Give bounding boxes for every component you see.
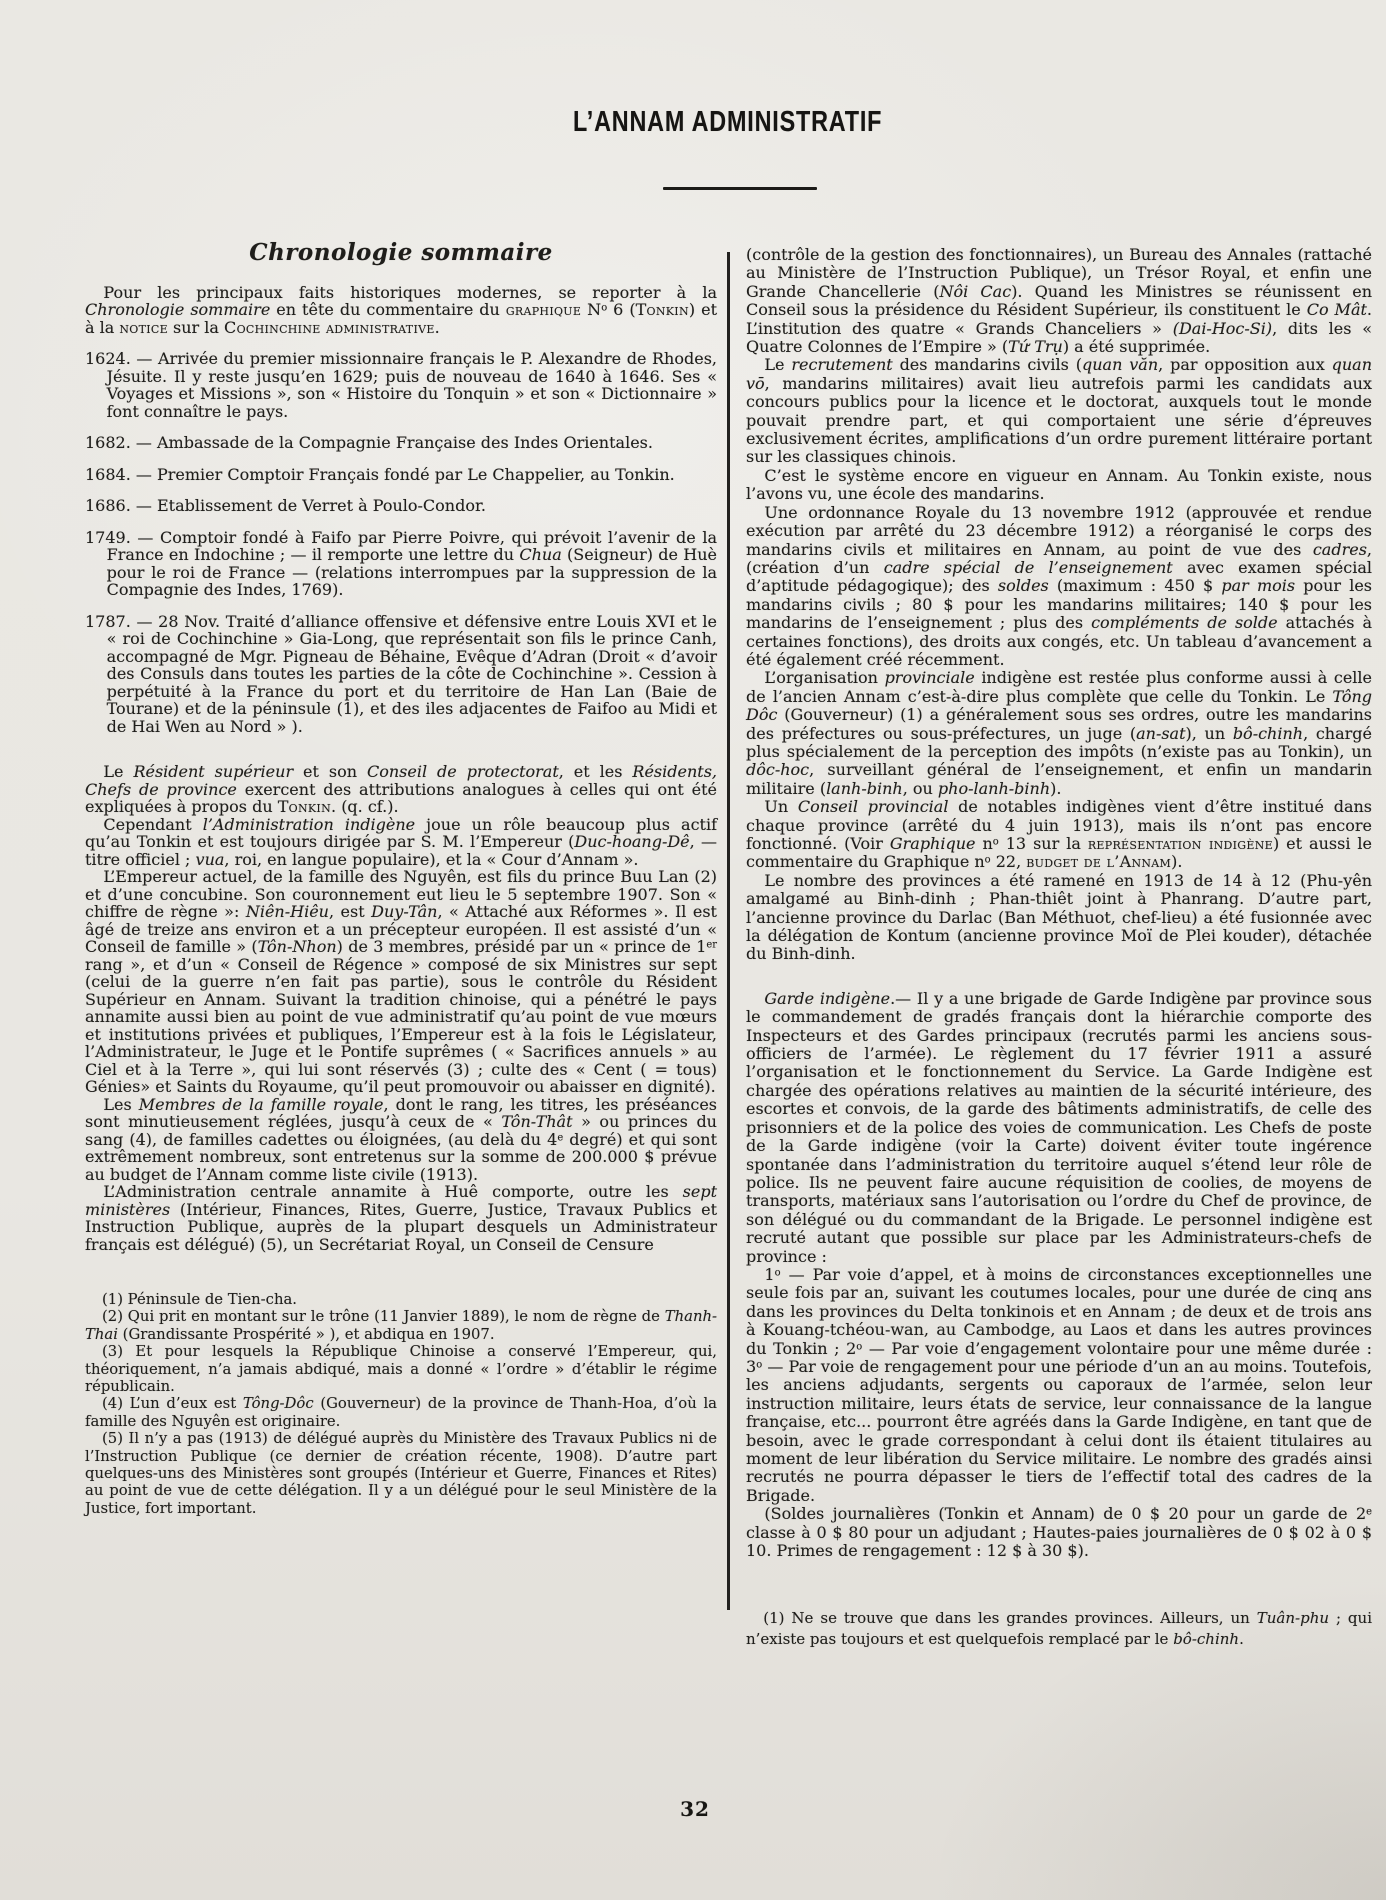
chronology-entry-1787: 1787. — 28 Nov. Traité d’alliance offensive et défensive entre Louis XVI et le « roi de Cochinchine » Gia-Long, que représentait son fils le prince Canh, accompagné de Mgr. Pigneau de Béhaine, Evêque d’Adran (Droit « d’avoir des Consuls dans toutes les parties de la côte de Cochinchine ». Cession à perpétuité à la France du port et du territoire de Han Lan (Baie de Tourane) et de la péninsule (1), et des iles adjacentes de Faifoo au Midi et de Hai Wen au Nord » ). xyxy=(85,611,717,736)
body-paragraph: Le Résident supérieur et son Conseil de protectorat, et les Résidents, Chefs de province exercent des attributions analogues à celles qui ont été expliquées à propos du Tonkin. (q. cf.). xyxy=(85,762,717,816)
body-paragraph: Un Conseil provincial de notables indigènes vient d’être institué dans chaque province (arrêté du 4 juin 1913), mais ils n’ont pas encore fonctionné. (Voir Graphique $n^o$ 13 sur la représentation indigène) et aussi le commentaire du Graphique $n^o$ 22, budget de l’Annam). xyxy=(746,797,1373,872)
body-paragraph: Les Membres de la famille royale, dont le rang, les titres, les préséances sont minutieusement réglées, jusqu’à ceux de « Tôn-Thât » ou princes du sang (4), de familles cadettes ou éloignées, (au delà du 4e degré) et qui sont extrêmement nombreux, sont entretenus sur la somme de 200.000 $ prévue au budget de l’Annam comme liste civile (1913). xyxy=(85,1094,718,1184)
body-paragraph: (Soldes journalières (Tonkin et Annam) de 0 $ 20 pour un garde de 2e classe à 0 $ 80 pour un adjudant ; Hautes-paies journalières de 0 $ 02 à 0 $ 10. Primes de rengagement : 12 $ à 30 $). xyxy=(746,1504,1372,1561)
footnote: (1) Ne se trouve que dans les grandes provinces. Ailleurs, un Tuân-phu ; qui n’existe pas toujours et est quelquefois remplacé par le bô-chinh. xyxy=(746,1609,1372,1649)
column-divider xyxy=(727,252,730,1610)
body-paragraph: Cependant l’Administration indigène joue un rôle beaucoup plus actif qu’au Tonkin et est toujours dirigée par S. M. l’Empereur (Duc-hoang-Dê, — titre officiel ; vua, roi, en langue populaire), et la « Cour d’Annam ». xyxy=(85,814,717,869)
body-paragraph: L’Administration centrale annamite à Huê comporte, outre les sept ministères (Intérieur, Finances, Rites, Guerre, Justice, Travaux Publics et Instruction Publique, auprès de la plupart desquels un Administrateur français est délégué) (5), un Secrétariat Royal, un Conseil de Censure xyxy=(85,1182,717,1254)
left-footnotes-block xyxy=(85,1291,717,1517)
chronology-entry-1624: 1624. — Arrivée du premier missionnaire français le P. Alexandre de Rhodes, Jésuite. Il y reste jusqu’en 1629; puis de nouveau de 1640 à 1646. Ses « Voyages et Missions », son « Histoire du Tonquin » et son « Dictionnaire » font connaître le pays. xyxy=(85,349,717,421)
chronology-entry-1686: 1686. — Etablissement de Verret à Poulo-Condor. xyxy=(85,496,486,515)
garde-indigene-paragraph: Garde indigène.— Il y a une brigade de Garde Indigène par province sous le commandement de gradés français dont la hiérarchie comporte des Inspecteurs et des Gardes principaux (recrutés parmi les anciens sous-officiers de l’armée). Le règlement du 17 février 1911 a assuré l’organisation et le fonctionnement du Service. La Garde Indigène est chargée des opérations relatives au maintien de la sécurité intérieure, des escortes et convois, de la garde des bâtiments administratifs, de celle des prisonniers et de la police des voies de communication. Les Chefs de poste de la Garde indigène (voir la Carte) doivent éviter toute ingérence spontanée dans l’administration du territoire auquel s’étend leur rôle de police. Ils ne peuvent faire aucune réquisition de coolies, de moyens de transports, matériaux sans l’autorisation ou l’ordre du Chef de province, de son délégué ou du commandant de la Brigade. Le personnel indigène est recruté autant que possible sur place par les Administrateurs-chefs de province : xyxy=(746,988,1373,1266)
chronology-entry-1682: 1682. — Ambassade de la Compagnie Française des Indes Orientales. xyxy=(85,433,653,452)
body-paragraph: 1$^o$ — Par voie d’appel, et à moins de circonstances exceptionnelles une seule fois par an, suivant les coutumes locales, pour une durée de cinq ans dans les provinces du Delta tonkinois et en Annam ; de deux et de trois ans à Kouang-tchéou-wan, au Cambodge, au Laos et dans les autres provinces du Tonkin ; 2$^o$ — Par voie d’engagement volontaire pour une même durée : 3$^o$ — Par voie de rengagement pour une période d’un an au moins. Toutefois, les anciens adjudants, sergents ou caporaux de l’armée, selon leur instruction militaire, leurs états de service, leur connaissance de la langue française, etc... pourront être agréés dans la Garde Indigène, en tant que de besoin, avec le grade correspondant à celui dont ils étaient titulaires au moment de leur libération du Service militaire. Le nombre des gradés ainsi recrutés ne pourra dépasser le tiers de l’effectif total des cadres de la Brigade. xyxy=(746,1264,1372,1505)
body-paragraph: C’est le système encore en vigueur en Annam. Au Tonkin existe, nous l’avons vu, une école des mandarins. xyxy=(746,465,1372,504)
body-paragraph: Une ordonnance Royale du 13 novembre 1912 (approuvée et rendue exécution par arrêté du 23 décembre 1912) a réorganisé le corps des mandarins civils et militaires en Annam, au point de vue des cadres, (création d’un cadre spécial de l’enseignement avec examen spécial d’aptitude pédagogique); des soldes (maximum : 450 $ par mois pour les mandarins civils ; 80 $ pour les mandarins militaires; 140 $ pour les mandarins de l’enseignement ; plus des compléments de solde attachés à certaines fonctions), des droits aux congés, etc. Un tableau d’avancement a été également créé récemment. xyxy=(746,502,1373,669)
footnote: (4) L’un d’eux est Tông-Dôc (Gouverneur) de la province de Thanh-Hoa, d’où la famille des Nguyên est originaire. xyxy=(85,1395,718,1430)
section-heading-chronologie: Chronologie sommaire xyxy=(249,239,553,266)
page-title xyxy=(85,106,1370,139)
right-column xyxy=(746,246,1372,1650)
body-paragraph: Le recrutement des mandarins civils (quan văn, par opposition aux quan vō, mandarins militaires) avait lieu autrefois parmi les candidats aux concours publics pour la licence et le doctorat, auxquels tout le monde pouvait prendre part, et qui comportaient une série d’épreuves exclusivement écrites, amplifications d’un ordre purement littéraire portant sur les classiques chinois. xyxy=(746,355,1372,467)
page-title-text: L’ANNAM ADMINISTRATIF xyxy=(572,106,883,138)
footnote: (2) Qui prit en montant sur le trône (11 Janvier 1889), le nom de règne de Thanh-Thai (Grandissante Prospérité » ), et abdiqua en 1907. xyxy=(85,1308,717,1343)
footnote: (1) Péninsule de Tien-cha. xyxy=(102,1291,297,1308)
footnote: (5) Il n’y a pas (1913) de délégué auprès du Ministère des Travaux Publics ni de l’Instruction Publique (ce dernier de création récente, 1908). D’autre part quelques-uns des Ministères sont groupés (Intérieur et Guerre, Finances et Rites) au point de vue de cette délégation. Il y a un délégué pour le seul Ministère de la Justice, fort important. xyxy=(85,1430,717,1517)
title-divider-rule xyxy=(663,187,817,190)
body-paragraph: L’Empereur actuel, de la famille des Nguyên, est fils du prince Buu Lan (2) et d’une concubine. Son couronnement eut lieu le 5 septembre 1907. Son « chiffre de règne »: Niên-Hiêu, est Duy-Tân, « Attaché aux Réformes ». Il est âgé de treize ans environ et a un précepteur européen. Il est assisté d’un « Conseil de famille » (Tôn-Nhon) de 3 membres, présidé par un « prince de 1er rang », et d’un « Conseil de Régence » composé de six Ministres sur sept (celui de la guerre n’en fait pas partie), sous le contrôle du Résident Supérieur en Annam. Suivant la tradition chinoise, qui a pénétré le pays annamite aussi bien au point de vue administratif qu’au point de vue mœurs et institutions privées et publiques, l’Empereur est à la fois le Législateur, l’Administrateur, le Juge et le Pontife suprêmes ( « Sacrifices annuels » au Ciel et à la Terre », qui lui sont réservés (3) ; culte des « Cent ( = tous) Génies» et Saints du Royaume, qu’il peut promouvoir ou abaisser en dignité). xyxy=(85,867,717,1096)
left-column xyxy=(85,239,718,1517)
chronology-entry-1684: 1684. — Premier Comptoir Français fondé par Le Chappelier, au Tonkin. xyxy=(85,464,675,484)
body-paragraph: (contrôle de la gestion des fonctionnaires), un Bureau des Annales (rattaché au Ministère de l’Instruction Publique), un Trésor Royal, et enfin une Grande Chancellerie (Nôi Cac). Quand les Ministres se réunissent en Conseil sous la présidence du Résident Supérieur, ils constituent le Co Mât. L’institution des quatre « Grands Chanceliers » (Dai-Hoc-Si), dits les « Quatre Colonnes de l’Empire » (Tứ Trụ) a été supprimée. xyxy=(746,245,1373,357)
page-number: 32 xyxy=(680,1797,710,1821)
footnote: (3) Et pour lesquels la République Chinoise a conservé l’Empereur, qui, théoriquement, n’a jamais abdiqué, mais a donné « l’ordre » d’établir le régime républicain. xyxy=(85,1343,717,1396)
body-paragraph: Le nombre des provinces a été ramené en 1913 de 14 à 12 (Phu-yên amalgamé au Binh-dinh ; Phan-thiêt joint à Phanrang. D’autre part, l’ancienne province du Darlac (Ban Méthuot, chef-lieu) a été fusionnée avec la délégation de Kontum (ancienne province Moï de Plei kouder), détachée du Binh-dinh. xyxy=(746,870,1372,964)
body-paragraph: L’organisation provinciale indigène est restée plus conforme aussi à celle de l’ancien Annam c’est-à-dire plus complète que celle du Tonkin. Le Tông Dôc (Gouverneur) (1) a généralement sous ses ordres, outre les mandarins des préfectures ou sous-préfectures, un juge (an-sat), un bô-chinh, chargé plus spécialement de la perception des impôts (n’existe pas au Tonkin), un dôc-hoc, surveillant général de l’enseignement, et enfin un mandarin militaire (lanh-binh, ou pho-lanh-binh). xyxy=(746,668,1373,798)
intro-paragraph: Pour les principaux faits historiques modernes, se reporter à la Chronologie sommaire en tête du commentaire du graphique $N^o$ 6 (Tonkin) et à la notice sur la Cochinchine administrative. xyxy=(85,282,718,337)
chronology-entry-1749: 1749. — Comptoir fondé à Faifo par Pierre Poivre, qui prévoit l’avenir de la France en Indochine ; — il remporte une lettre du Chua (Seigneur) de Huè pour le roi de France — (relations interrompues par la suppression de la Compagnie des Indes, 1769). xyxy=(85,527,717,599)
